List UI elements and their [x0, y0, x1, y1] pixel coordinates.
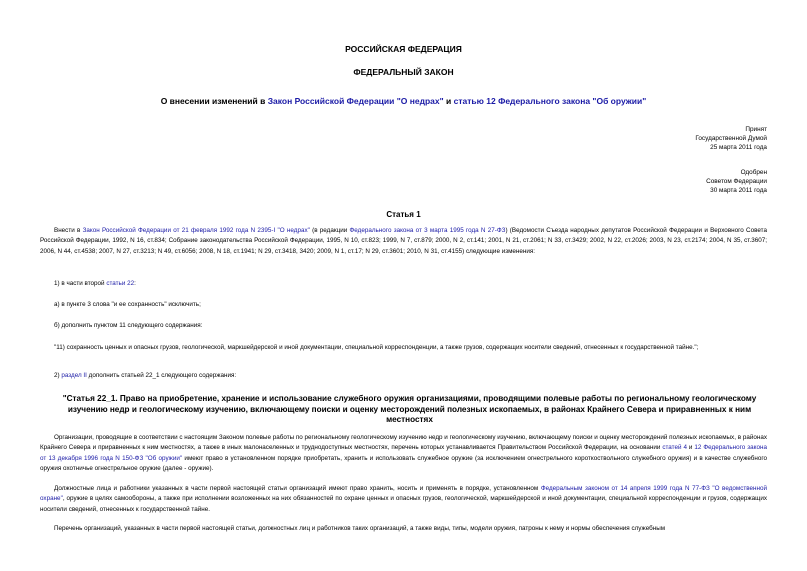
a1p2-text-a: 1) в части второй	[54, 280, 107, 287]
link-law-nedra[interactable]: Закон Российской Федерации "О недрах"	[267, 96, 444, 106]
article-1-item-a: а) в пункте 3 слова "и ее сохранность" исключить;	[54, 301, 201, 308]
article-1-item-b: б) дополнить пунктом 11 следующего содержания:	[54, 322, 203, 329]
link-section-2[interactable]: раздел II	[61, 372, 87, 379]
approval-line3: 30 марта 2011 года	[710, 187, 767, 195]
link-law-guard-1999[interactable]: Федеральным законом от 14 апреля 1999 года N 77-ФЗ "О ведомственной охране"	[40, 485, 767, 503]
a22p1-text-c: имеют право в установленном порядке приобретать, хранить и использовать служебное оружие (за исключением огнестрельного короткоствольного служебного оружия) и в качестве служебного оружия охотничье огнестрельное оружие (далее - оружие).	[40, 454, 767, 472]
a1p2-text-b: :	[134, 280, 136, 287]
article-22-1-paragraph-2	[40, 484, 767, 515]
a1p1-text-a: Внести в	[54, 227, 83, 234]
adoption-line2: Государственной Думой	[695, 135, 767, 143]
a1p6-text-a: 2)	[54, 372, 62, 379]
a22p2-text-b: , оружие в целях самообороны, а также при исполнении возложенных на них обязанностей по охране ценных и опасных грузов, геологической, маркшейдерской и иной документации, специальной корреспонденции и грузов, содержащих носители сведений, отнесенных к государственной тайне.	[40, 495, 767, 513]
approval-block	[706, 168, 767, 196]
a22p1-text-a: Организации, проводящие в соответствии с настоящим Законом полевые работы по региональному геологическому изучению недр и геологическому изучению, включающему поиски и оценку месторождений полезных ископаемых, в районах Крайнего Севера и приравненных к ним местностях, а также в иных малонаселенных и труднодоступных местностях, перечень которых устанавливается Правительством Российской Федерации, на основании	[40, 434, 767, 452]
link-law-weapons-1996[interactable]: 12 Федерального закона от 13 декабря 1996 года N 150-ФЗ "Об оружии"	[40, 444, 767, 462]
approval-line2: Советом Федерации	[706, 178, 767, 186]
a22p1-text-b: и	[686, 444, 695, 452]
article-1-item-1	[54, 280, 136, 287]
article-1-item-11: "11) сохранность ценных и опасных грузов, геологической, маркшейдерской и иной документации, специальной корреспонденции, а также грузов, содержащих носители сведений, отнесенных к государственной тайне.";	[54, 344, 699, 351]
law-title-pre: О внесении изменений в	[160, 96, 268, 106]
link-articles-4[interactable]: статей 4	[662, 444, 687, 452]
article-1-paragraph-1	[40, 226, 767, 257]
adoption-line1: Принят	[745, 126, 767, 133]
article-22-1-paragraph-3: Перечень организаций, указанных в части первой настоящей статьи, должностных лиц и работников таких организаций, а также виды, типы, модели оружия, патроны к нему и нормы обеспечения служебным	[54, 525, 666, 532]
law-title	[0, 96, 807, 106]
article-1-title: Статья 1	[386, 210, 421, 219]
country-heading: РОССИЙСКАЯ ФЕДЕРАЦИЯ	[345, 44, 462, 54]
a1p6-text-b: дополнить статьей 22_1 следующего содержания:	[86, 372, 237, 379]
article-22-1-paragraph-1	[40, 433, 767, 474]
a1p1-text-c: ) (Ведомости Съезда народных депутатов Российской Федерации и Верховного Совета Российской Федерации, 1992, N 16, ст.834; Собрание законодательства Российской Федерации, 1995, N 10, ст.823; 1999, N 7, ст.879; 2000, N 2, ст.141; 2001, N 21, ст.2061; N 33, ст.3429; 2002, N 22, ст.2026; 2003, N 23, ст.2174; 2004, N 35, ст.3607; 2006, N 44, ст.4538; 2007, N 27, ст.3213; N 49, ст.6056; 2008, N 18, ст.1941; N 29, ст.3418, 3420; 2009, N 1, ст.17; N 29, ст.3601; 2010, N 31, ст.4155) следующие изменения:	[40, 227, 767, 255]
approval-line1: Одобрен	[740, 169, 767, 176]
link-law-1992[interactable]: Закон Российской Федерации от 21 февраля 1992 года N 2395-I "О недрах"	[82, 227, 310, 234]
a1p1-text-b: (в редакции	[309, 227, 350, 234]
article-1-item-2	[54, 372, 236, 379]
article-22-1-title: "Статья 22_1. Право на приобретение, хранение и использование служебного оружия организациями, проводящими полевые работы по региональному геологическому изучению недр и геологическому изучению, включающему поиски и оценку месторождений полезных ископаемых, в районах Крайнего Севера и приравненных к ним местностях	[62, 394, 757, 425]
doc-type-heading: ФЕДЕРАЛЬНЫЙ ЗАКОН	[353, 67, 454, 77]
link-article-22[interactable]: статьи 22	[106, 280, 135, 287]
link-law-1995[interactable]: Федерального закона от 3 марта 1995 года N 27-ФЗ	[349, 227, 506, 234]
link-law-weapons[interactable]: статью 12 Федерального закона "Об оружии"	[453, 96, 647, 106]
adoption-line3: 25 марта 2011 года	[710, 144, 767, 152]
adoption-block	[695, 125, 767, 153]
a22p2-text-a: Должностные лица и работники указанных в части первой настоящей статьи организаций имеют право хранить, носить и применять в порядке, установленном	[54, 485, 541, 492]
law-title-mid: и	[443, 96, 454, 106]
